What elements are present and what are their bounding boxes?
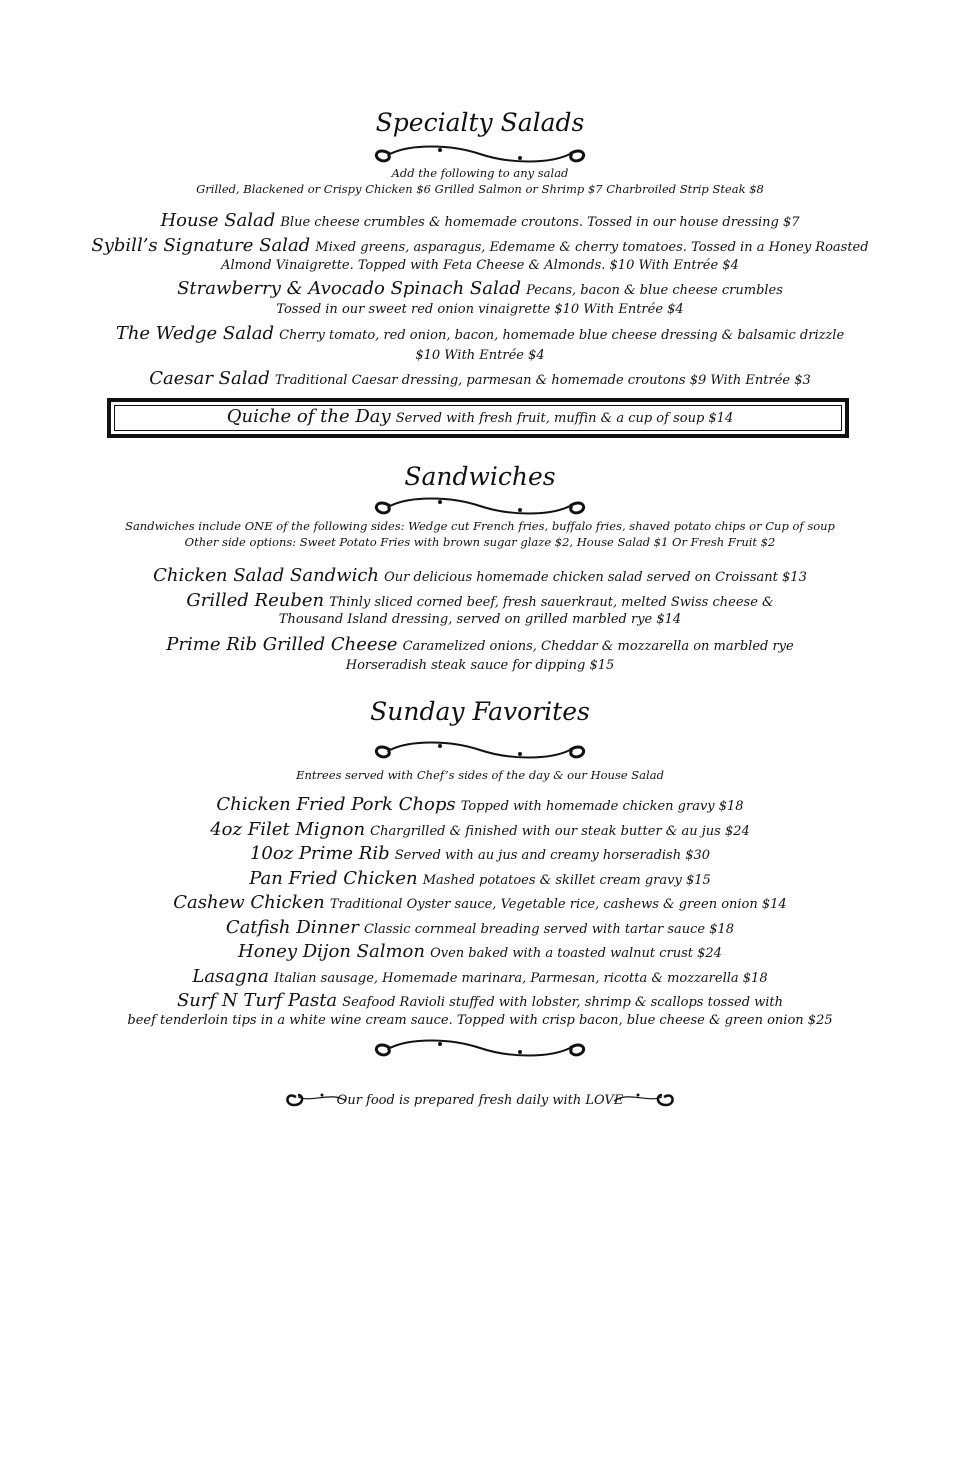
- item-name: Pan Fried Chicken: [249, 868, 418, 889]
- sunday-title: Sunday Favorites: [370, 697, 590, 726]
- item-desc: Served with fresh fruit, muffin & a cup of soup $14: [395, 411, 734, 426]
- scroll-flourish-icon: [370, 738, 590, 762]
- item-desc-continued: Almond Vinaigrette. Topped with Feta Cheese & Almonds. $10 With Entrée $4: [221, 258, 739, 273]
- item-desc-continued: beef tenderloin tips in a white wine cream sauce. Topped with crisp bacon, blue cheese & green onion $25: [127, 1013, 833, 1028]
- item-name: Quiche of the Day: [226, 406, 391, 427]
- item-desc: Cherry tomato, red onion, bacon, homemade blue cheese dressing & balsamic drizzle: [279, 328, 845, 343]
- item-name: Sybill’s Signature Salad: [91, 235, 311, 256]
- item-name: Grilled Reuben: [186, 590, 325, 611]
- item-desc: Pecans, bacon & blue cheese crumbles: [526, 283, 783, 298]
- scroll-flourish-icon: [370, 1036, 590, 1060]
- item-desc: Italian sausage, Homemade marinara, Parmesan, ricotta & mozzarella $18: [273, 971, 768, 986]
- item-desc: Caramelized onions, Cheddar & mozzarella on marbled rye: [402, 639, 794, 654]
- item-desc: Mashed potatoes & skillet cream gravy $15: [422, 873, 711, 888]
- item-desc-continued: Tossed in our sweet red onion vinaigrette $10 With Entrée $4: [276, 302, 684, 317]
- item-desc: Served with au jus and creamy horseradish $30: [394, 848, 711, 863]
- item-desc: Oven baked with a toasted walnut crust $24: [430, 946, 722, 961]
- item-name: Prime Rib Grilled Cheese: [166, 634, 398, 655]
- item-desc: Chargrilled & finished with our steak butter & au jus $24: [370, 824, 750, 839]
- item-name: 4oz Filet Mignon: [210, 819, 366, 840]
- menu-item: [0, 210, 960, 231]
- salads-title: Specialty Salads: [375, 108, 585, 137]
- item-name: House Salad: [160, 210, 276, 231]
- menu-item: [0, 323, 960, 344]
- menu-item: [0, 843, 960, 864]
- menu-item: [0, 868, 960, 889]
- menu-item: [0, 590, 960, 611]
- item-desc: Our delicious homemade chicken salad served on Croissant $13: [384, 570, 807, 585]
- salads-addons: Grilled, Blackened or Crispy Chicken $6 Grilled Salmon or Shrimp $7 Charbroiled Strip Steak $8: [196, 182, 764, 196]
- item-name: Lasagna: [192, 966, 269, 987]
- menu-item: [0, 917, 960, 938]
- menu-item: [0, 368, 960, 389]
- menu-item: [0, 966, 960, 987]
- salads-addons-title: Add the following to any salad: [391, 166, 569, 180]
- sandwiches-note: Sandwiches include ONE of the following sides: Wedge cut French fries, buffalo fries, shaved potato chips or Cup of soup: [125, 519, 835, 533]
- item-name: Honey Dijon Salmon: [238, 941, 425, 962]
- menu-item: [0, 565, 960, 586]
- item-desc: Mixed greens, asparagus, Edemame & cherry tomatoes. Tossed in a Honey Roasted: [315, 240, 869, 255]
- quiche-item: [0, 406, 960, 427]
- item-name: Cashew Chicken: [173, 892, 325, 913]
- item-name: Chicken Fried Pork Chops: [216, 794, 456, 815]
- menu-item: [0, 819, 960, 840]
- item-name: Surf N Turf Pasta: [176, 990, 338, 1011]
- scroll-flourish-icon: [370, 494, 590, 518]
- sandwiches-note: Other side options: Sweet Potato Fries with brown sugar glaze $2, House Salad $1 Or Fresh Fruit $2: [184, 535, 776, 549]
- item-desc: Thinly sliced corned beef, fresh sauerkraut, melted Swiss cheese &: [329, 595, 774, 610]
- item-name: The Wedge Salad: [115, 323, 274, 344]
- item-name: Strawberry & Avocado Spinach Salad: [177, 278, 521, 299]
- scroll-flourish-icon: [370, 142, 590, 166]
- item-desc: Topped with homemade chicken gravy $18: [460, 799, 744, 814]
- menu-item: [0, 278, 960, 299]
- sandwiches-title: Sandwiches: [404, 462, 556, 491]
- item-desc-continued: $10 With Entrée $4: [415, 348, 545, 363]
- item-name: Caesar Salad: [149, 368, 270, 389]
- item-desc: Traditional Caesar dressing, parmesan & homemade croutons $9 With Entrée $3: [274, 373, 811, 388]
- menu-item: [0, 235, 960, 256]
- item-desc: Blue cheese crumbles & homemade croutons. Tossed in our house dressing $7: [280, 215, 800, 230]
- menu-item: [0, 634, 960, 655]
- menu-item: [0, 892, 960, 913]
- sunday-note: Entrees served with Chef’s sides of the day & our House Salad: [296, 768, 664, 782]
- item-desc-continued: Horseradish steak sauce for dipping $15: [345, 658, 615, 673]
- footer-text: Our food is prepared fresh daily with LOVE: [336, 1093, 624, 1108]
- item-name: 10oz Prime Rib: [249, 843, 390, 864]
- menu-item: [0, 941, 960, 962]
- item-name: Chicken Salad Sandwich: [153, 565, 380, 586]
- menu-item: [0, 990, 960, 1011]
- item-desc: Seafood Ravioli stuffed with lobster, shrimp & scallops tossed with: [342, 995, 784, 1010]
- item-name: Catfish Dinner: [225, 917, 359, 938]
- item-desc: Traditional Oyster sauce, Vegetable rice, cashews & green onion $14: [329, 897, 787, 912]
- menu-item: [0, 794, 960, 815]
- item-desc: Classic cornmeal breading served with tartar sauce $18: [363, 922, 735, 937]
- item-desc-continued: Thousand Island dressing, served on grilled marbled rye $14: [278, 612, 682, 627]
